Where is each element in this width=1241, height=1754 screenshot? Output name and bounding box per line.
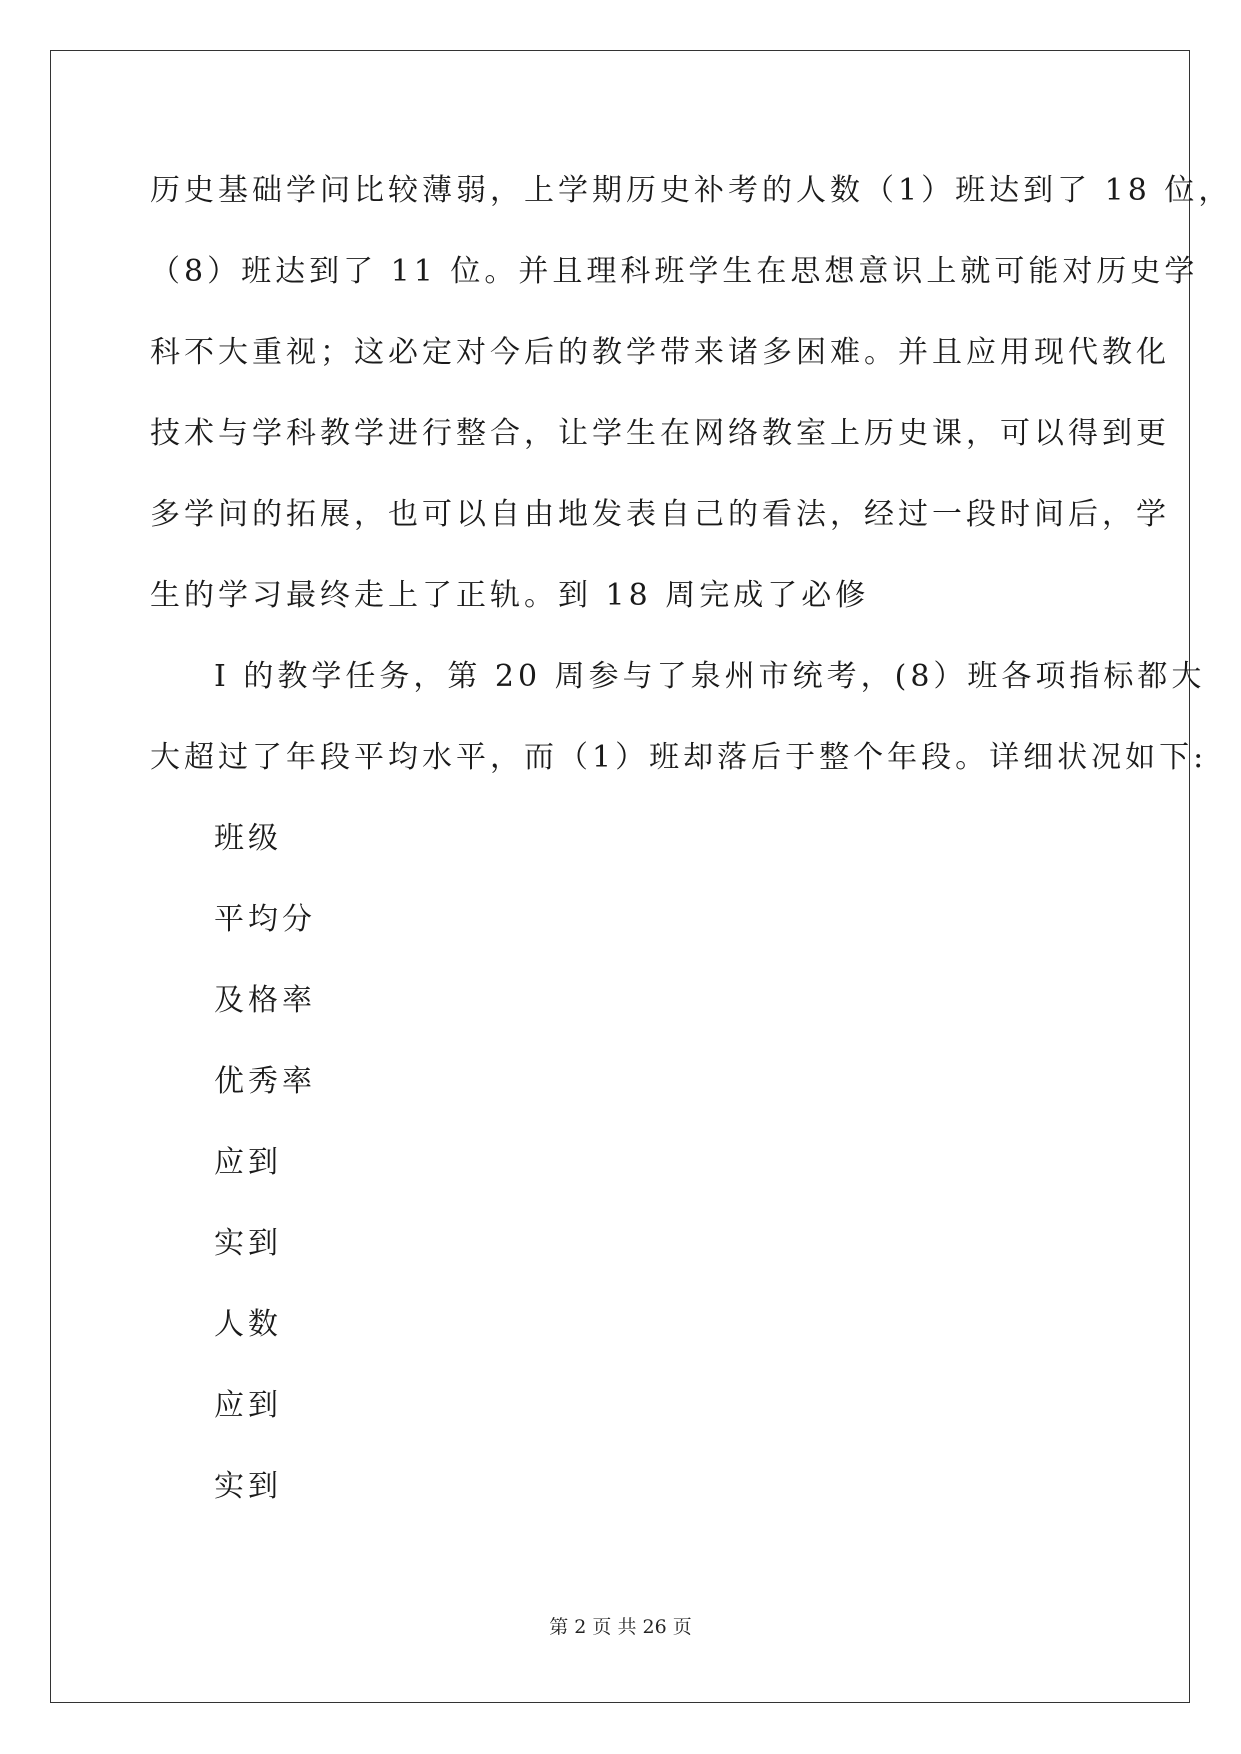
table-item: 实到 <box>214 1469 282 1504</box>
paragraph-line: （8）班达到了 11 位。并且理科班学生在思想意识上就可能对历史学 <box>150 254 1199 289</box>
page-number-footer: 第 2 页 共 26 页 <box>549 1616 692 1638</box>
table-item: 及格率 <box>214 983 316 1018</box>
table-item: 实到 <box>214 1226 282 1261</box>
table-item: 平均分 <box>214 902 316 937</box>
table-item: 班级 <box>214 821 282 856</box>
table-item: 应到 <box>214 1145 282 1180</box>
table-item: 人数 <box>214 1307 282 1342</box>
paragraph-line: I 的教学任务，第 20 周参与了泉州市统考，(8）班各项指标都大 <box>214 659 1206 694</box>
paragraph-line: 大超过了年段平均水平，而（1）班却落后于整个年段。详细状况如下: <box>150 740 1208 775</box>
table-item: 优秀率 <box>214 1064 316 1099</box>
paragraph-line: 技术与学科教学进行整合，让学生在网络教室上历史课，可以得到更 <box>150 416 1170 451</box>
paragraph-line: 多学问的拓展，也可以自由地发表自己的看法，经过一段时间后，学 <box>150 497 1170 532</box>
page-border <box>50 50 1190 1703</box>
paragraph-line: 科不大重视；这必定对今后的教学带来诸多困难。并且应用现代教化 <box>150 335 1170 370</box>
paragraph-line: 生的学习最终走上了正轨。到 18 周完成了必修 <box>150 578 870 613</box>
table-item: 应到 <box>214 1388 282 1423</box>
paragraph-line: 历史基础学问比较薄弱，上学期历史补考的人数（1）班达到了 18 位， <box>150 173 1233 208</box>
